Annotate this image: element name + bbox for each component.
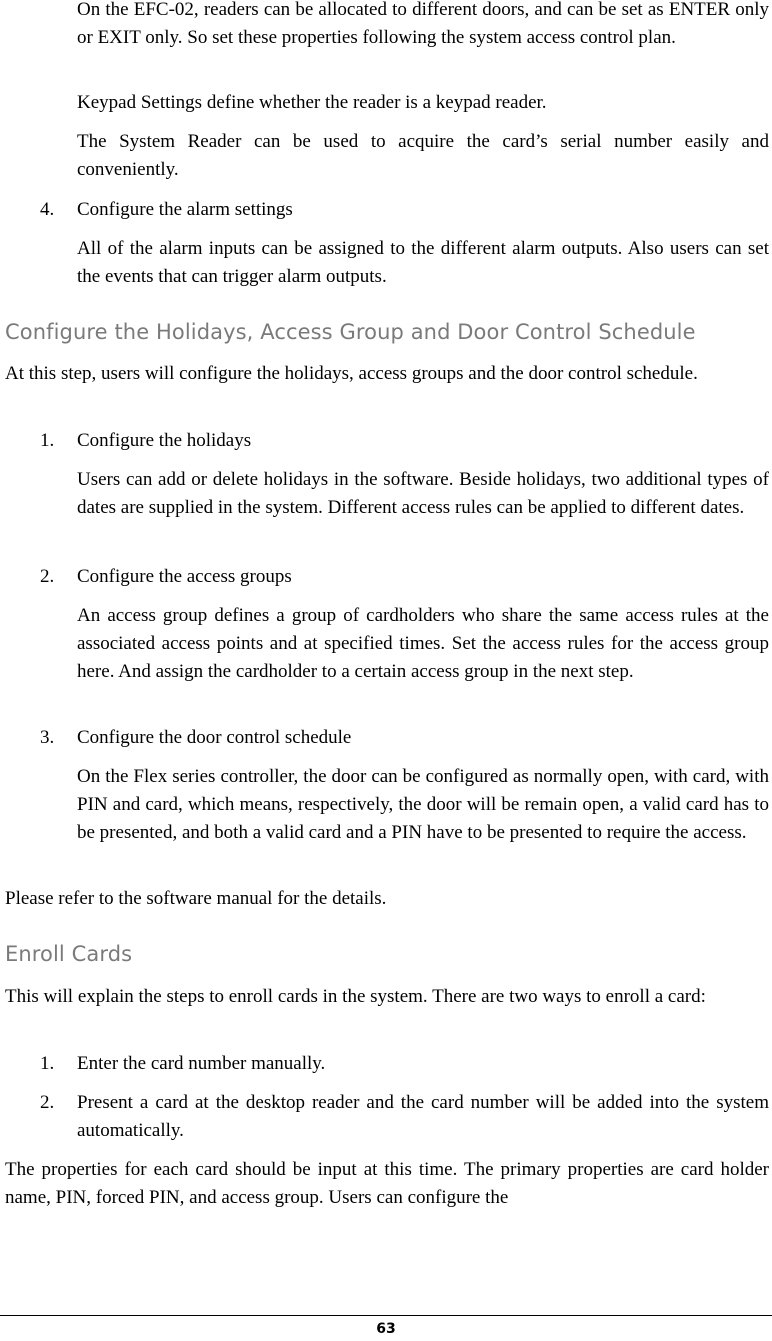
- section-heading-holidays: Configure the Holidays, Access Group and Door Control Schedule: [5, 320, 696, 344]
- section-intro-holidays: At this step, users will configure the holidays, access groups and the door control schedule.: [5, 363, 698, 384]
- list-item-description: Users can add or delete holidays in the software. Beside holidays, two additional types of dates are supplied in the system. Different access rules can be applied to different dates.: [77, 469, 769, 518]
- footer-divider: [0, 1315, 772, 1316]
- list-number: 2.: [40, 566, 55, 587]
- section-heading-enroll-cards: Enroll Cards: [5, 942, 133, 966]
- list-item-text: Enter the card number manually.: [77, 1053, 326, 1074]
- list-number: 1.: [40, 1053, 55, 1074]
- list-number: 1.: [40, 430, 55, 451]
- list-item-description: An access group defines a group of cardholders who share the same access rules at the associated access points and at specified times. Set the access rules for the access group here. And assign the cardholder to a certain access group in the next step.: [77, 605, 769, 682]
- list-item-title: Configure the holidays: [77, 430, 252, 451]
- page-number: 63: [376, 1321, 396, 1337]
- list-number: 3.: [40, 727, 55, 748]
- list-item-title: Configure the access groups: [77, 566, 292, 587]
- section-closing-enroll: The properties for each card should be input at this time. The primary properties are card holder name, PIN, forced PIN, and access group. Users can configure the: [5, 1159, 769, 1208]
- intro-paragraph-keypad-settings: Keypad Settings define whether the reader is a keypad reader.: [77, 92, 547, 113]
- list-item-title: Configure the door control schedule: [77, 727, 352, 748]
- section-intro-enroll: This will explain the steps to enroll cards in the system. There are two ways to enroll a card:: [5, 986, 706, 1007]
- list-number: 4.: [40, 199, 55, 220]
- list-item-text: Present a card at the desktop reader and the card number will be added into the system automatically.: [77, 1092, 769, 1141]
- intro-paragraph-system-reader: The System Reader can be used to acquire the card’s serial number easily and conveniently.: [77, 131, 769, 180]
- list-number: 2.: [40, 1092, 55, 1113]
- section-closing-holidays: Please refer to the software manual for the details.: [5, 888, 387, 909]
- list-item-description: On the Flex series controller, the door can be configured as normally open, with card, with PIN and card, which means, respectively, the door will be remain open, a valid card has to be presented, and both a valid card and a PIN have to be presented to require the access.: [77, 766, 769, 843]
- intro-paragraph-reader-allocation: On the EFC-02, readers can be allocated to different doors, and can be set as ENTER only or EXIT only. So set these properties following the system access control plan.: [77, 0, 769, 48]
- list-item-title: Configure the alarm settings: [77, 199, 293, 220]
- list-item-description: All of the alarm inputs can be assigned to the different alarm outputs. Also users can set the events that can trigger alarm outputs.: [77, 238, 769, 287]
